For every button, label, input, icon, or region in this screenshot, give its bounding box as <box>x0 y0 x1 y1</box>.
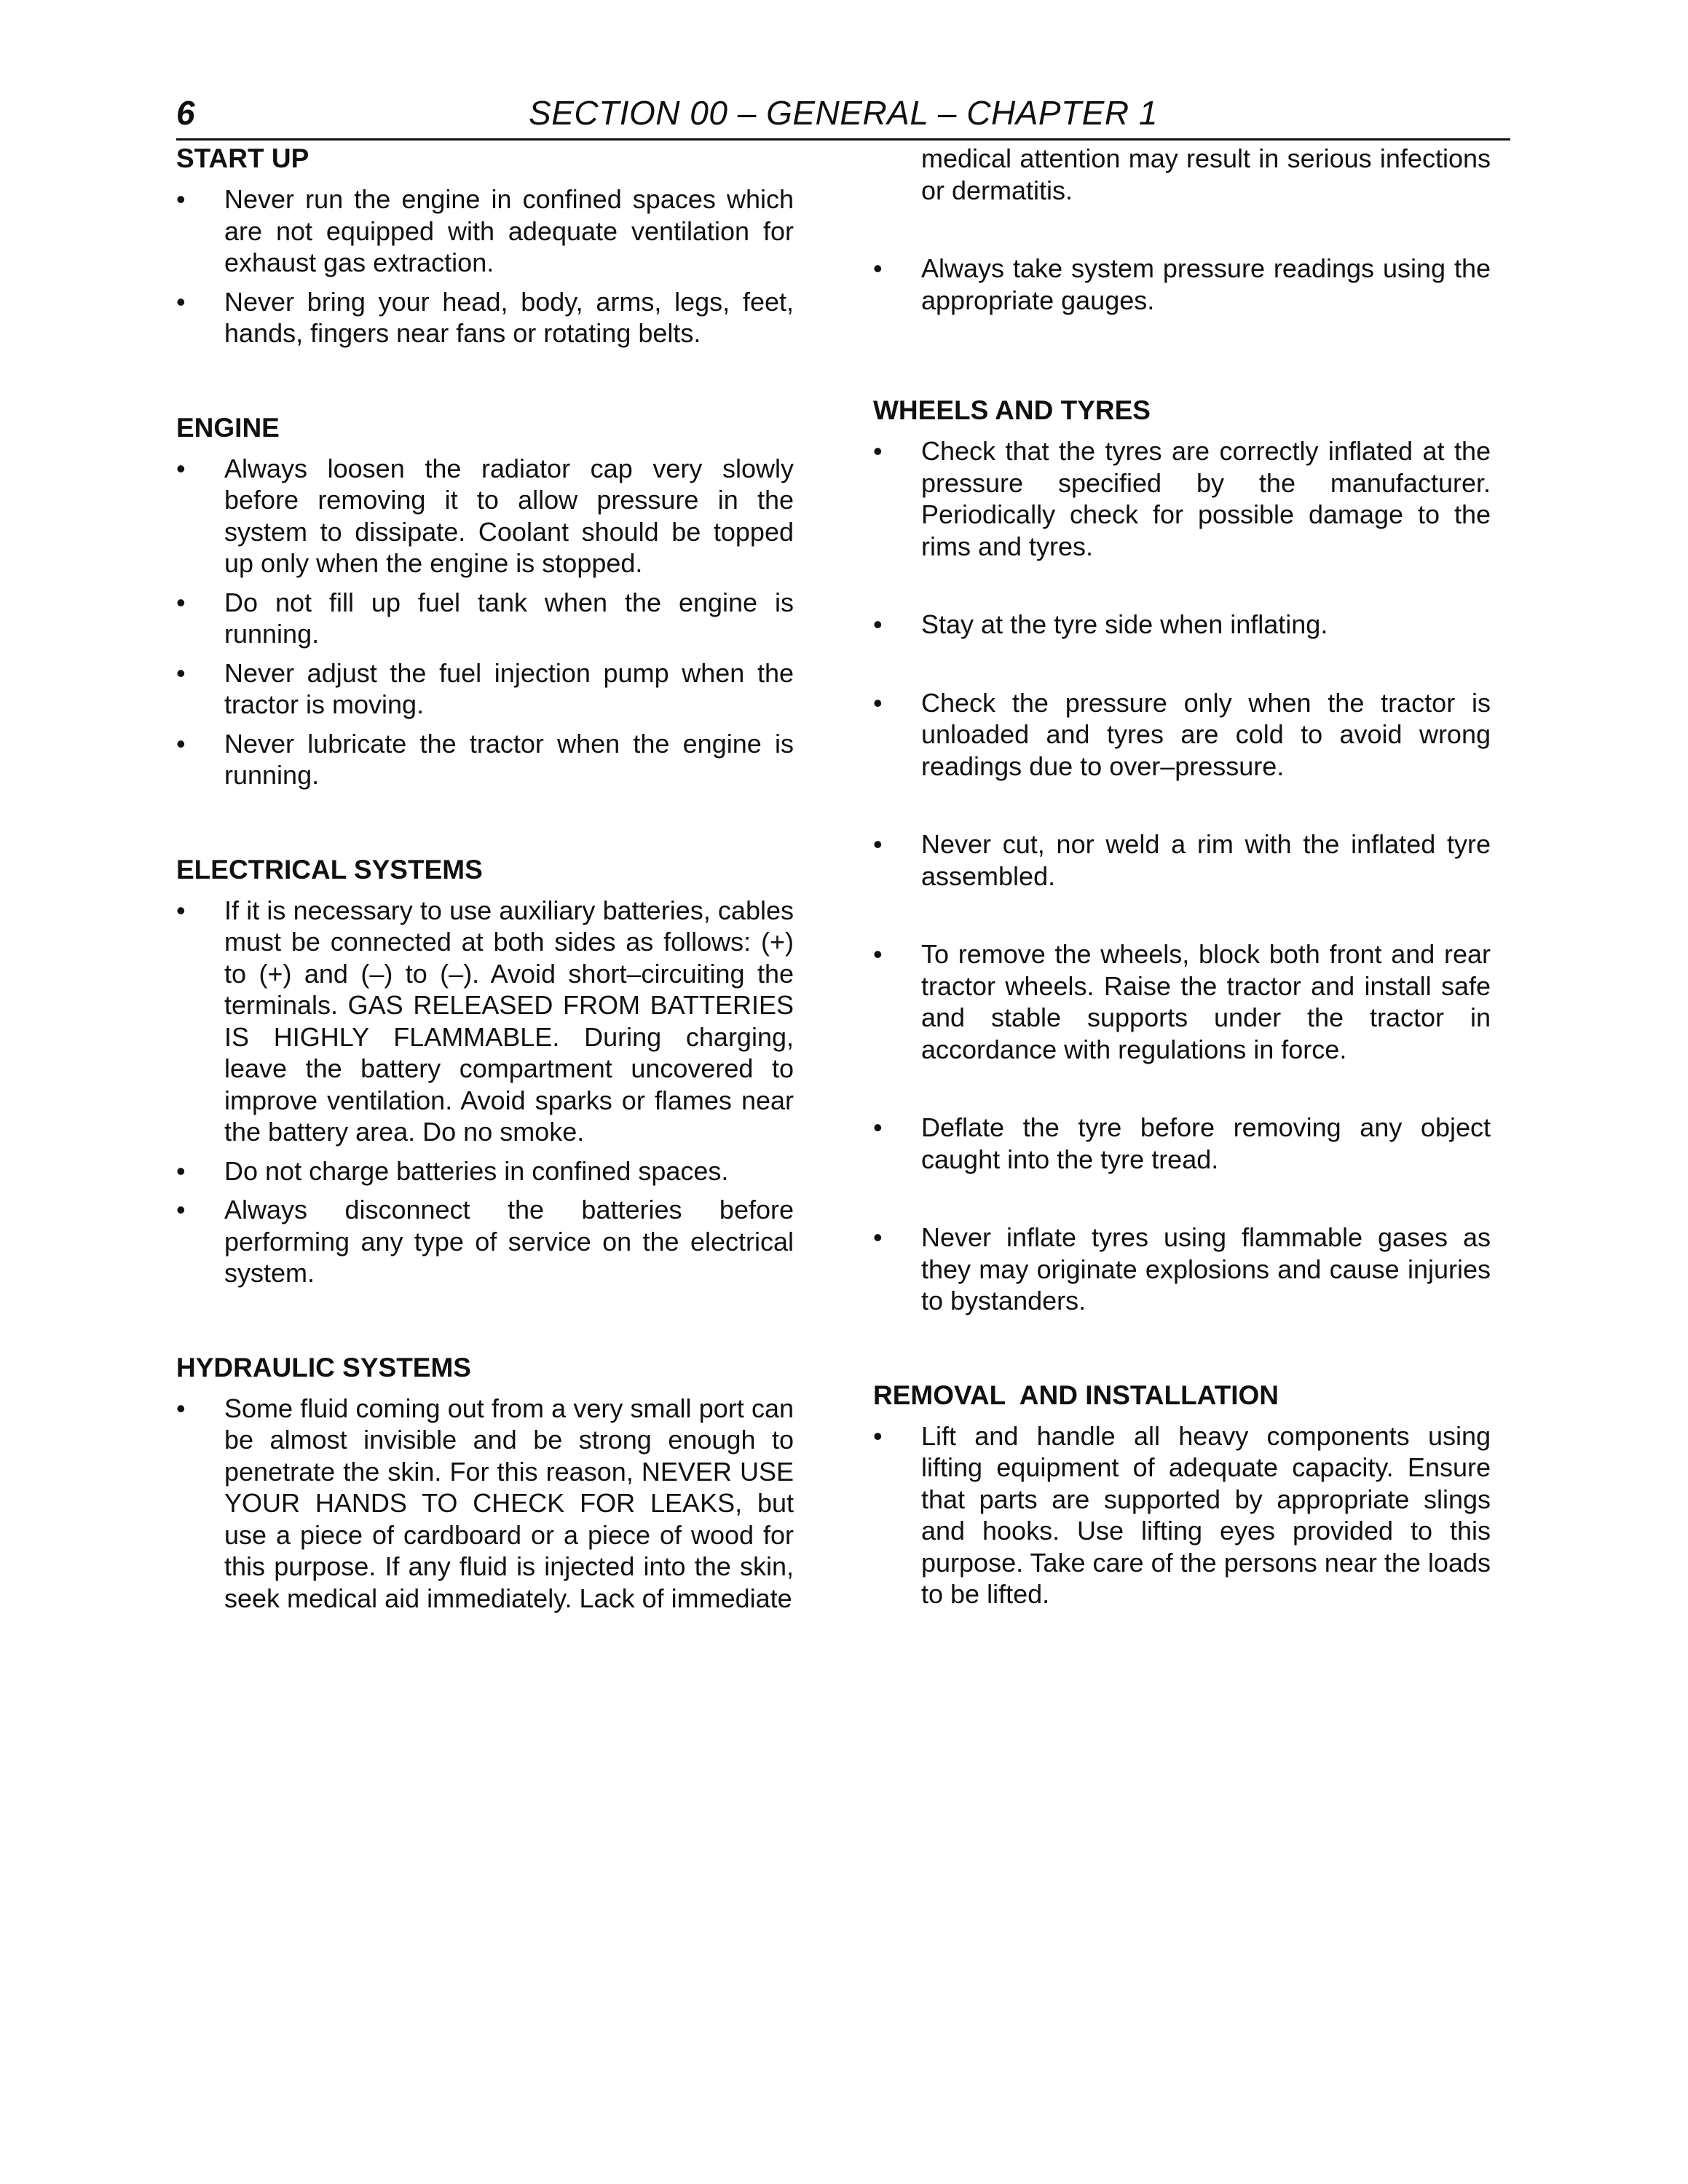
heading-wheels-and-tyres: WHEELS AND TYRES <box>873 395 1151 425</box>
electrical-list <box>176 895 794 1289</box>
section-wheels-and-tyres <box>873 395 1491 1317</box>
list-item: • Always loosen the radiator cap very slowly before removing it to allow pressure in the system to dissipate. Coolant should be topped up only when the engine is stopped. <box>176 453 794 578</box>
bullet-icon: • <box>176 587 186 617</box>
section-removal-and-installation <box>873 1380 1491 1610</box>
list-item: • Check the pressure only when the tractor is unloaded and tyres are cold to avoid wrong readings due to over–pressure. <box>873 687 1491 781</box>
hydraulic-list <box>176 1393 794 1615</box>
bullet-icon: • <box>873 1222 883 1252</box>
list-item: • Do not fill up fuel tank when the engine is running. <box>176 587 794 649</box>
list-item: • Lift and handle all heavy components using lifting equipment of adequate capacity. Ensure that parts are supported by appropriate slings and hooks. Use lifting eyes provided to this purpose. Take care of the persons near the loads to be lifted. <box>873 1420 1491 1609</box>
bullet-icon: • <box>176 895 186 925</box>
bullet-icon: • <box>873 609 883 639</box>
bullet-icon: • <box>176 657 186 688</box>
start-up-list <box>176 183 794 349</box>
list-item: • Always take system pressure readings using the appropriate gauges. <box>873 253 1491 315</box>
list-item: • Never lubricate the tractor when the engine is running. <box>176 728 794 790</box>
page-number: 6 <box>176 94 195 132</box>
bullet-icon: • <box>873 436 883 466</box>
list-item: • Never cut, nor weld a rim with the inflated tyre assembled. <box>873 829 1491 891</box>
section-start-up <box>176 143 794 349</box>
heading-removal-and-installation: REMOVAL AND INSTALLATION <box>873 1380 1279 1410</box>
left-column <box>176 143 794 1621</box>
bullet-icon: • <box>873 1112 883 1142</box>
engine-list <box>176 453 794 791</box>
list-item: • Never run the engine in confined spaces which are not equipped with adequate ventilation for exhaust gas extraction. <box>176 184 794 277</box>
bullet-icon: • <box>873 939 883 969</box>
list-item: • Stay at the tyre side when inflating. <box>873 609 1328 639</box>
heading-engine: ENGINE <box>176 412 280 443</box>
bullet-icon: • <box>176 1155 186 1186</box>
section-hydraulic-systems <box>176 1352 794 1615</box>
hydraulic-continuation: medical attention may result in serious infections or dermatitis. <box>921 143 1491 205</box>
heading-start-up: START UP <box>176 143 309 173</box>
section-title: SECTION 00 – GENERAL – CHAPTER 1 <box>529 94 1158 132</box>
hydraulic-list-continued <box>873 253 1491 316</box>
list-item: • Do not charge batteries in confined spaces. <box>176 1155 729 1186</box>
bullet-icon: • <box>176 728 186 759</box>
section-electrical-systems <box>176 854 794 1289</box>
list-item: • Check that the tyres are correctly inflated at the pressure specified by the manufacturer. Periodically check for possible damage to the rims and tyres. <box>873 436 1491 561</box>
bullet-icon: • <box>873 687 883 718</box>
section-engine <box>176 412 794 791</box>
list-item: • If it is necessary to use auxiliary batteries, cables must be connected at both sides as follows: (+) to (+) and (–) to (–). Avoid short–circuiting the terminals. GAS RELEASED FROM BATTERIES IS HIGHLY FLAMMABLE. During charging, leave the battery compartment uncovered to improve ventilation. Avoid sparks or flames near the battery area. Do no smoke. <box>176 895 794 1147</box>
bullet-icon: • <box>873 253 883 283</box>
wheels-list <box>873 435 1491 1317</box>
heading-electrical-systems: ELECTRICAL SYSTEMS <box>176 854 483 885</box>
list-item: • Deflate the tyre before removing any object caught into the tyre tread. <box>873 1112 1491 1174</box>
bullet-icon: • <box>873 829 883 859</box>
right-column <box>873 143 1491 1618</box>
heading-hydraulic-systems: HYDRAULIC SYSTEMS <box>176 1352 471 1382</box>
bullet-icon: • <box>176 184 186 214</box>
list-item: • Never adjust the fuel injection pump when the tractor is moving. <box>176 657 794 719</box>
bullet-icon: • <box>176 1195 186 1224</box>
list-item: • Never inflate tyres using flammable gases as they may originate explosions and cause injuries to bystanders. <box>873 1222 1491 1315</box>
list-item: • Never bring your head, body, arms, legs, feet, hands, fingers near fans or rotating belts. <box>176 286 794 348</box>
bullet-icon: • <box>176 1393 186 1423</box>
bullet-icon: • <box>873 1420 883 1451</box>
removal-list <box>873 1420 1491 1610</box>
page-header <box>176 86 1510 141</box>
list-item: • Always disconnect the batteries before performing any type of service on the electrical system. <box>176 1195 794 1288</box>
bullet-icon: • <box>176 286 186 317</box>
list-item: • Some fluid coming out from a very small port can be almost invisible and be strong enough to penetrate the skin. For this reason, NEVER USE YOUR HANDS TO CHECK FOR LEAKS, but use a piece of cardboard or a piece of wood for this purpose. If any fluid is injected into the skin, seek medical aid immediately. Lack of immediate <box>176 1393 794 1613</box>
list-item: • To remove the wheels, block both front and rear tractor wheels. Raise the tractor and install safe and stable supports under the tractor in accordance with regulations in force. <box>873 939 1491 1064</box>
bullet-icon: • <box>176 453 186 483</box>
